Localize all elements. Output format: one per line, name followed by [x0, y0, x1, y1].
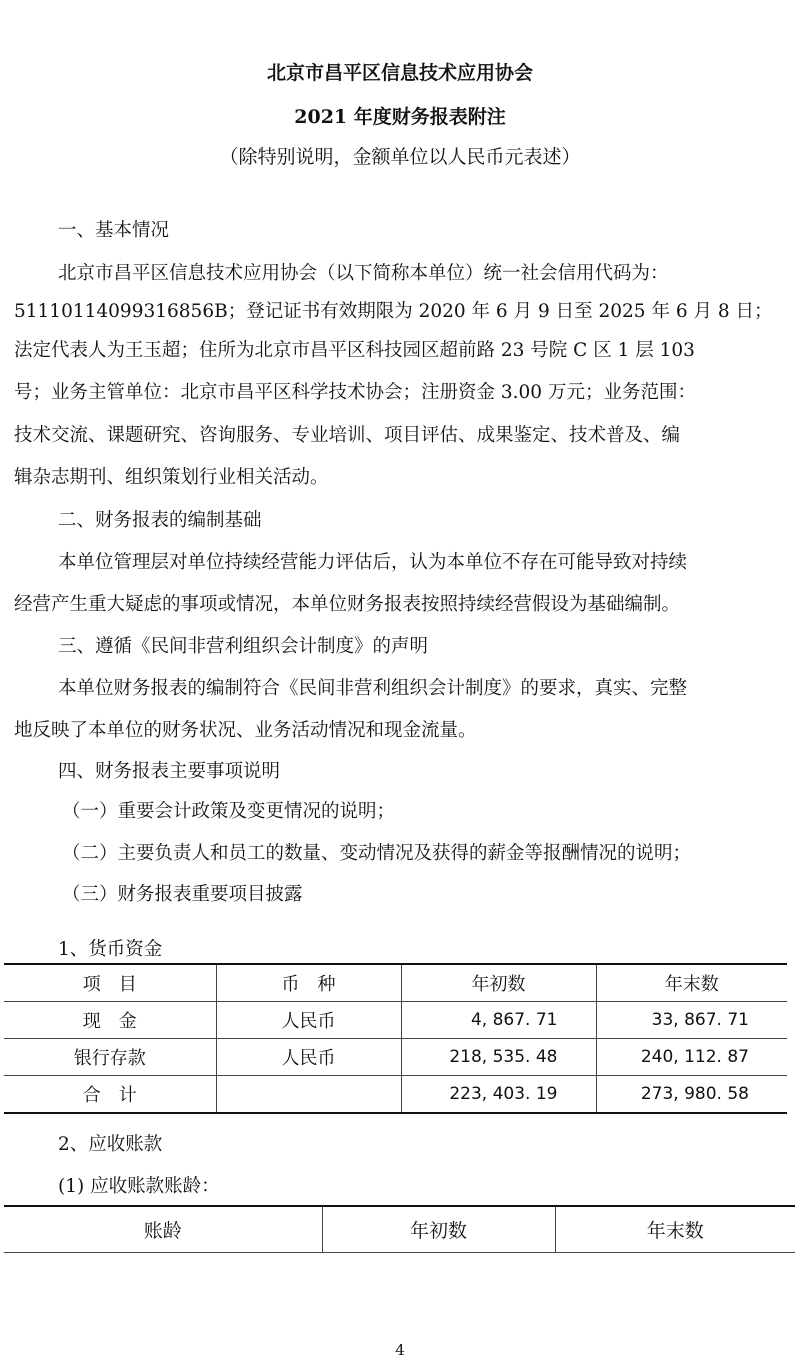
section2-line: 经营产生重大疑虑的事项或情况，本单位财务报表按照持续经营假设为基础编制。 [14, 594, 681, 615]
currency-cell: 人民币 [216, 1039, 401, 1076]
column-header: 项 目 [4, 964, 216, 1002]
opening-cell: 4, 867. 71 [401, 1002, 596, 1039]
cash-table [4, 963, 787, 1114]
table-header-row [4, 1206, 795, 1253]
currency-cell [216, 1076, 401, 1114]
section4-item: （三）财务报表重要项目披露 [62, 884, 303, 905]
opening-cell: 218, 535. 48 [401, 1039, 596, 1076]
column-header: 年末数 [596, 964, 787, 1002]
cash-heading: 1、货币资金 [58, 939, 163, 960]
aging-table [4, 1205, 795, 1253]
column-header: 币 种 [216, 964, 401, 1002]
section3-line: 本单位财务报表的编制符合《民间非营利组织会计制度》的要求，真实、完整 [58, 678, 688, 699]
section2-heading: 二、财务报表的编制基础 [58, 510, 262, 531]
section4-item: （一）重要会计政策及变更情况的说明； [62, 801, 396, 822]
section1-line: 51110114099316856B；登记证书有效期限为 2020 年 6 月 9 日至 2025 年 6 月 8 日； [14, 301, 773, 322]
receivables-subheading: (1) 应收账款账龄： [58, 1176, 220, 1197]
closing-cell: 33, 867. 71 [596, 1002, 787, 1039]
table-header-row [4, 964, 787, 1002]
currency-note: （除特别说明，金额单位以人民币元表述） [219, 146, 581, 168]
table-row [4, 1002, 787, 1039]
section2-line: 本单位管理层对单位持续经营能力评估后，认为本单位不存在可能导致对持续 [58, 552, 688, 573]
table-row [4, 1039, 787, 1076]
closing-cell: 273, 980. 58 [596, 1076, 787, 1114]
section4-item: （二）主要负责人和员工的数量、变动情况及获得的薪金等报酬情况的说明； [62, 843, 692, 864]
section1-line: 辑杂志期刊、组织策划行业相关活动。 [14, 467, 329, 488]
item-cell: 现 金 [4, 1002, 216, 1039]
section1-line: 号；业务主管单位：北京市昌平区科学技术协会；注册资金 3.00 万元；业务范围： [14, 382, 696, 403]
closing-cell: 240, 112. 87 [596, 1039, 787, 1076]
section1-line: 北京市昌平区信息技术应用协会（以下简称本单位）统一社会信用代码为： [58, 263, 669, 284]
item-cell: 银行存款 [4, 1039, 216, 1076]
currency-cell: 人民币 [216, 1002, 401, 1039]
opening-cell: 223, 403. 19 [401, 1076, 596, 1114]
table-row [4, 1076, 787, 1114]
column-header: 年初数 [401, 964, 596, 1002]
report-title: 2021 年度财务报表附注 [294, 106, 506, 128]
page-number: 4 [395, 1341, 405, 1359]
section3-line: 地反映了本单位的财务状况、业务活动情况和现金流量。 [14, 720, 477, 741]
column-header: 年初数 [322, 1206, 555, 1253]
item-cell: 合 计 [4, 1076, 216, 1114]
org-name: 北京市昌平区信息技术应用协会 [266, 62, 533, 84]
section1-line: 技术交流、课题研究、咨询服务、专业培训、项目评估、成果鉴定、技术普及、编 [14, 425, 681, 446]
section4-heading: 四、财务报表主要事项说明 [58, 761, 281, 782]
section1-line: 法定代表人为王玉超；住所为北京市昌平区科技园区超前路 23 号院 C 区 1 层 103 [14, 340, 695, 361]
receivables-heading: 2、应收账款 [58, 1134, 163, 1155]
column-header: 年末数 [555, 1206, 795, 1253]
section1-heading: 一、基本情况 [58, 220, 170, 241]
section3-heading: 三、遵循《民间非营利组织会计制度》的声明 [58, 636, 429, 657]
column-header: 账龄 [4, 1206, 322, 1253]
